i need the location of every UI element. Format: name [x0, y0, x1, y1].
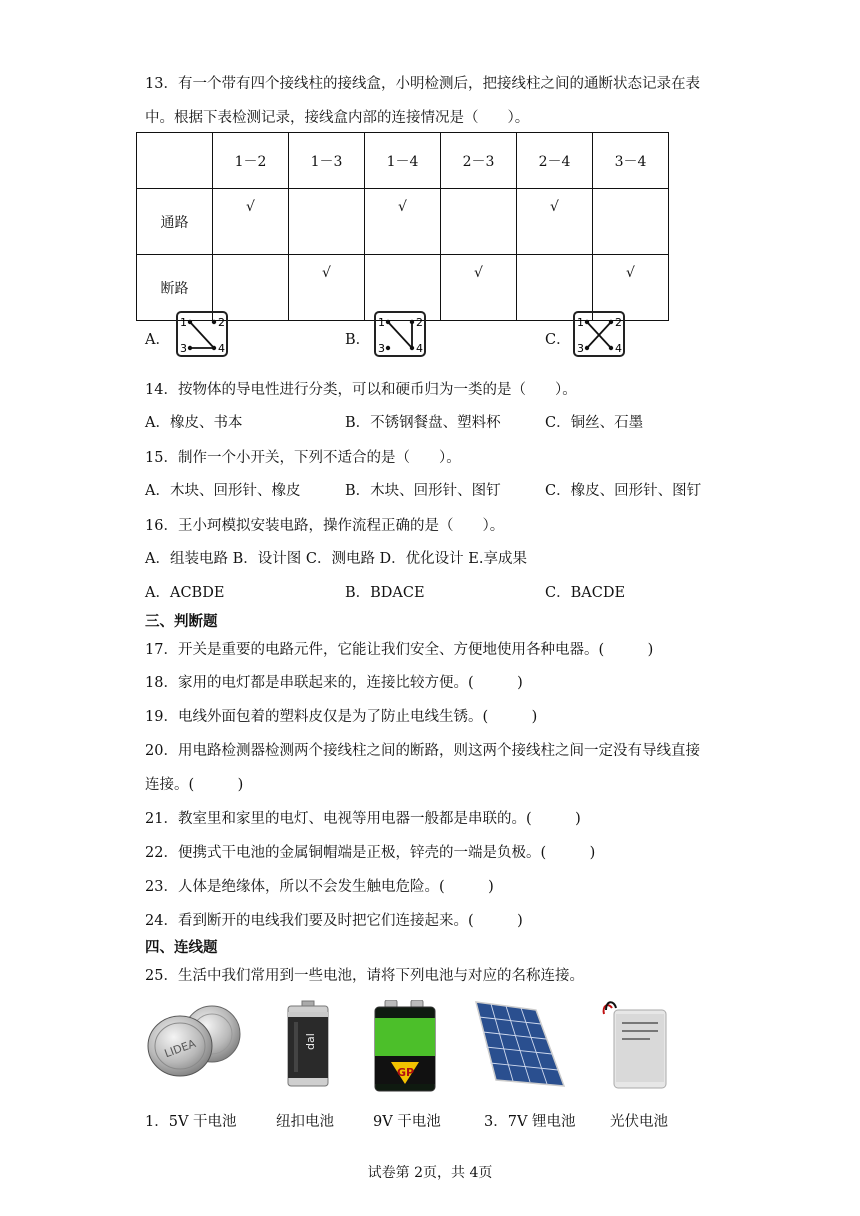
node-label: 1: [180, 316, 187, 329]
node-label: 2: [218, 316, 225, 329]
node-label: 1: [577, 316, 584, 329]
node-label: 3: [378, 342, 385, 355]
battery-caption: 1．5V 干电池: [145, 1114, 237, 1130]
q16-option-a: A．ACBDE: [145, 585, 225, 601]
table-cell: [441, 189, 517, 255]
judge-item: 24．看到断开的电线我们要及时把它们连接起来。( ): [145, 913, 523, 929]
node-label: 2: [416, 316, 423, 329]
table-cell: √: [441, 255, 517, 321]
table-cell: √: [213, 189, 289, 255]
q15-stem: 15．制作一个小开关，下列不适合的是（ ）。: [145, 450, 461, 466]
judge-item: 17．开关是重要的电路元件，它能让我们安全、方便地使用各种电器。( ): [145, 642, 654, 658]
q14-option-a: A．橡皮、书本: [145, 415, 243, 431]
section-4-heading: 四、连线题: [145, 940, 218, 956]
q16-option-b: B．BDACE: [345, 585, 425, 601]
battery-caption: 光伏电池: [610, 1114, 668, 1130]
q13-option-b-label: B．: [345, 332, 371, 348]
section-3-heading: 三、判断题: [145, 614, 218, 630]
battery-caption: 3．7V 锂电池: [484, 1114, 576, 1130]
button-cell-battery-photo: [146, 1002, 242, 1082]
battery-caption: 纽扣电池: [276, 1114, 334, 1130]
node-label: 3: [577, 342, 584, 355]
q15-option-b: B．木块、回形针、图钉: [345, 483, 501, 499]
q14-stem: 14．按物体的导电性进行分类，可以和硬币归为一类的是（ ）。: [145, 382, 577, 398]
solar-panel-photo: [466, 1000, 566, 1094]
node-label: 1: [378, 316, 385, 329]
table-cell: 2－4: [517, 133, 593, 189]
node-label: 4: [218, 342, 225, 355]
q13-option-a-label: A．: [145, 332, 170, 348]
9v-battery-photo: [373, 1000, 437, 1096]
node-label: 4: [416, 342, 423, 355]
q13-option-c-label: C．: [545, 332, 571, 348]
table-cell: √: [289, 255, 365, 321]
table-cell: 1－2: [213, 133, 289, 189]
lithium-battery-photo: [598, 1000, 674, 1098]
table-cell: [289, 189, 365, 255]
table-row: [137, 189, 669, 255]
table-cell: 1－4: [365, 133, 441, 189]
q13-record-table: [136, 132, 669, 321]
judge-item: 21．教室里和家里的电灯、电视等用电器一般都是串联的。( ): [145, 811, 581, 827]
q25-stem: 25．生活中我们常用到一些电池，请将下列电池与对应的名称连接。: [145, 968, 584, 984]
table-cell: [137, 133, 213, 189]
q13-option-b-diagram: [373, 310, 427, 358]
q14-option-b: B．不锈钢餐盘、塑料杯: [345, 415, 501, 431]
node-label: 4: [615, 342, 622, 355]
brand-text: LIDEA: [162, 1036, 198, 1061]
q16-stem: 16．王小珂模拟安装电路，操作流程正确的是（ ）。: [145, 518, 505, 534]
judge-item: 23．人体是绝缘体，所以不会发生触电危险。( ): [145, 879, 494, 895]
q16-steps: A．组装电路 B．设计图 C．测电路 D．优化设计 E.享成果: [145, 551, 527, 567]
q13-stem-line1: 13．有一个带有四个接线柱的接线盒，小明检测后，把接线柱之间的通断状态记录在表: [145, 76, 700, 92]
judge-item: 20．用电路检测器检测两个接线柱之间的断路，则这两个接线柱之间一定没有导线直接: [145, 743, 700, 759]
q15-option-c: C．橡皮、回形针、图钉: [545, 483, 702, 499]
q15-option-a: A．木块、回形针、橡皮: [145, 483, 301, 499]
page-footer: 试卷第 2页，共 4页: [367, 1165, 493, 1181]
table-cell: √: [593, 255, 669, 321]
judge-item: 18．家用的电灯都是串联起来的，连接比较方便。( ): [145, 675, 523, 691]
judge-item-continued: 连接。( ): [145, 777, 244, 793]
judge-item: 19．电线外面包着的塑料皮仅是为了防止电线生锈。( ): [145, 709, 538, 725]
row-label: 断路: [137, 255, 213, 321]
row-label: 通路: [137, 189, 213, 255]
cylindrical-dry-battery-photo: [284, 1000, 332, 1092]
table-cell: √: [365, 189, 441, 255]
judge-item: 22．便携式干电池的金属铜帽端是正极，锌壳的一端是负极。( ): [145, 845, 596, 861]
table-cell: [593, 189, 669, 255]
q14-option-c: C．铜丝、石墨: [545, 415, 644, 431]
table-header-row: [137, 133, 669, 189]
q13-option-a-diagram: [175, 310, 229, 358]
q13-option-c-diagram: [572, 310, 626, 358]
node-label: 3: [180, 342, 187, 355]
node-label: 2: [615, 316, 622, 329]
battery-caption: 9V 干电池: [373, 1114, 441, 1130]
table-cell: 1－3: [289, 133, 365, 189]
q13-stem-line2: 中。根据下表检测记录，接线盒内部的连接情况是（ ）。: [145, 110, 530, 126]
table-cell: 2－3: [441, 133, 517, 189]
q16-option-c: C．BACDE: [545, 585, 626, 601]
table-cell: 3－4: [593, 133, 669, 189]
brand-text: dal: [304, 1033, 317, 1050]
table-cell: √: [517, 189, 593, 255]
brand-text: GP: [397, 1066, 415, 1079]
